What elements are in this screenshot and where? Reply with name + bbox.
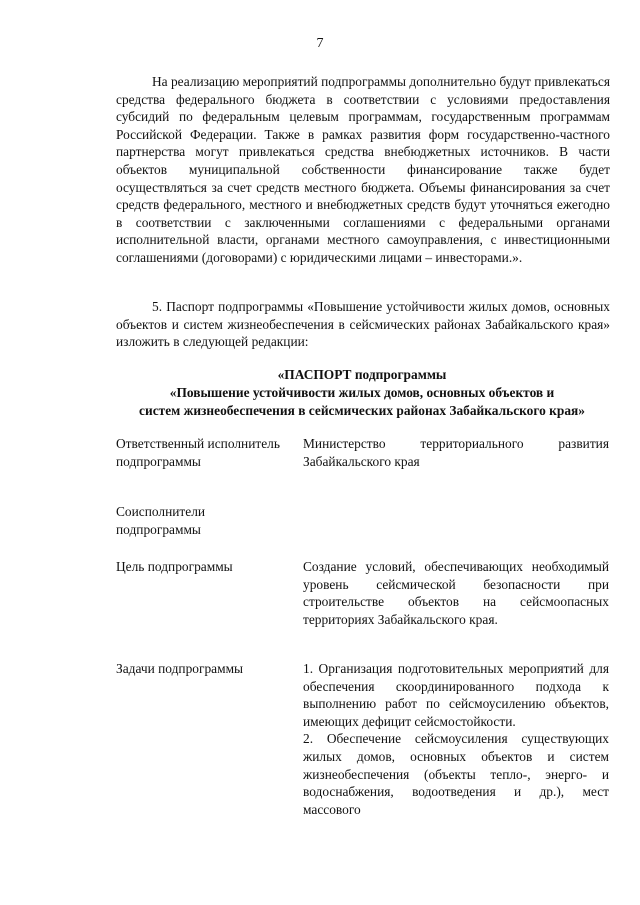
task-item: 2. Обеспечение сейсмоусиления существующих жилых домов, основных объектов и систем жизнеобеспечения (объекты тепло-, энерго- и водоснабжения, водоотведения и др.), мест массового [303, 731, 609, 817]
paragraph-amendment [116, 298, 610, 351]
passport-subtitle-line1: «Повышение устойчивости жилых домов, основных объектов и [169, 385, 555, 400]
passport-value-tasks [303, 660, 609, 818]
passport-label-tasks: Задачи подпрограммы [116, 661, 244, 676]
passport-title: «ПАСПОРТ подпрограммы [277, 367, 447, 382]
passport-subtitle-line2: систем жизнеобеспечения в сейсмических районах Забайкальского края» [139, 403, 585, 418]
task-item: 1. Организация подготовительных мероприятий для обеспечения скоординированного подхода к выполнению работ по сейсмоусилению объектов, имеющих дефицит сейсмостойкости. [303, 661, 609, 729]
paragraph-text: На реализацию мероприятий подпрограммы дополнительно будут привлекаться средства федерального бюджета в соответствии с условиями предоставления субсидий по федеральным целевым программам, государственным программам Российской Федерации. Также в рамках развития форм государственно-частного партнерства могут привлекаться средства внебюджетных источников. В части объектов муниципальной собственности финансирование также будет осуществляться за счет средств местного бюджета. Объемы финансирования за счет средств федерального, местного и внебюджетных средств будут уточняться ежегодно в соответствии с заключенными соглашениями с федеральными органами исполнительной власти, органами местного самоуправления, с инвестиционными соглашениями (договорами) с юридическими лицами – инвесторами.». [116, 74, 611, 265]
passport-value-goal: Создание условий, обеспечивающих необходимый уровень сейсмической безопасности при строительстве объектов на сейсмоопасных территориях Забайкальского края. [303, 559, 609, 627]
passport-label-responsible: Ответственный исполнитель подпрограммы [116, 436, 280, 469]
passport-label-goal: Цель подпрограммы [116, 559, 233, 574]
passport-value-responsible: Министерство территориального развития Забайкальского края [303, 436, 609, 469]
paragraph-text: 5. Паспорт подпрограммы «Повышение устойчивости жилых домов, основных объектов и систем жизнеобеспечения в сейсмических районах Забайкальского края» изложить в следующей редакции: [116, 299, 610, 350]
passport-label-coexecutors: Соисполнители подпрограммы [116, 504, 206, 537]
paragraph-financing [116, 73, 610, 267]
page-number: 7 [316, 36, 324, 51]
